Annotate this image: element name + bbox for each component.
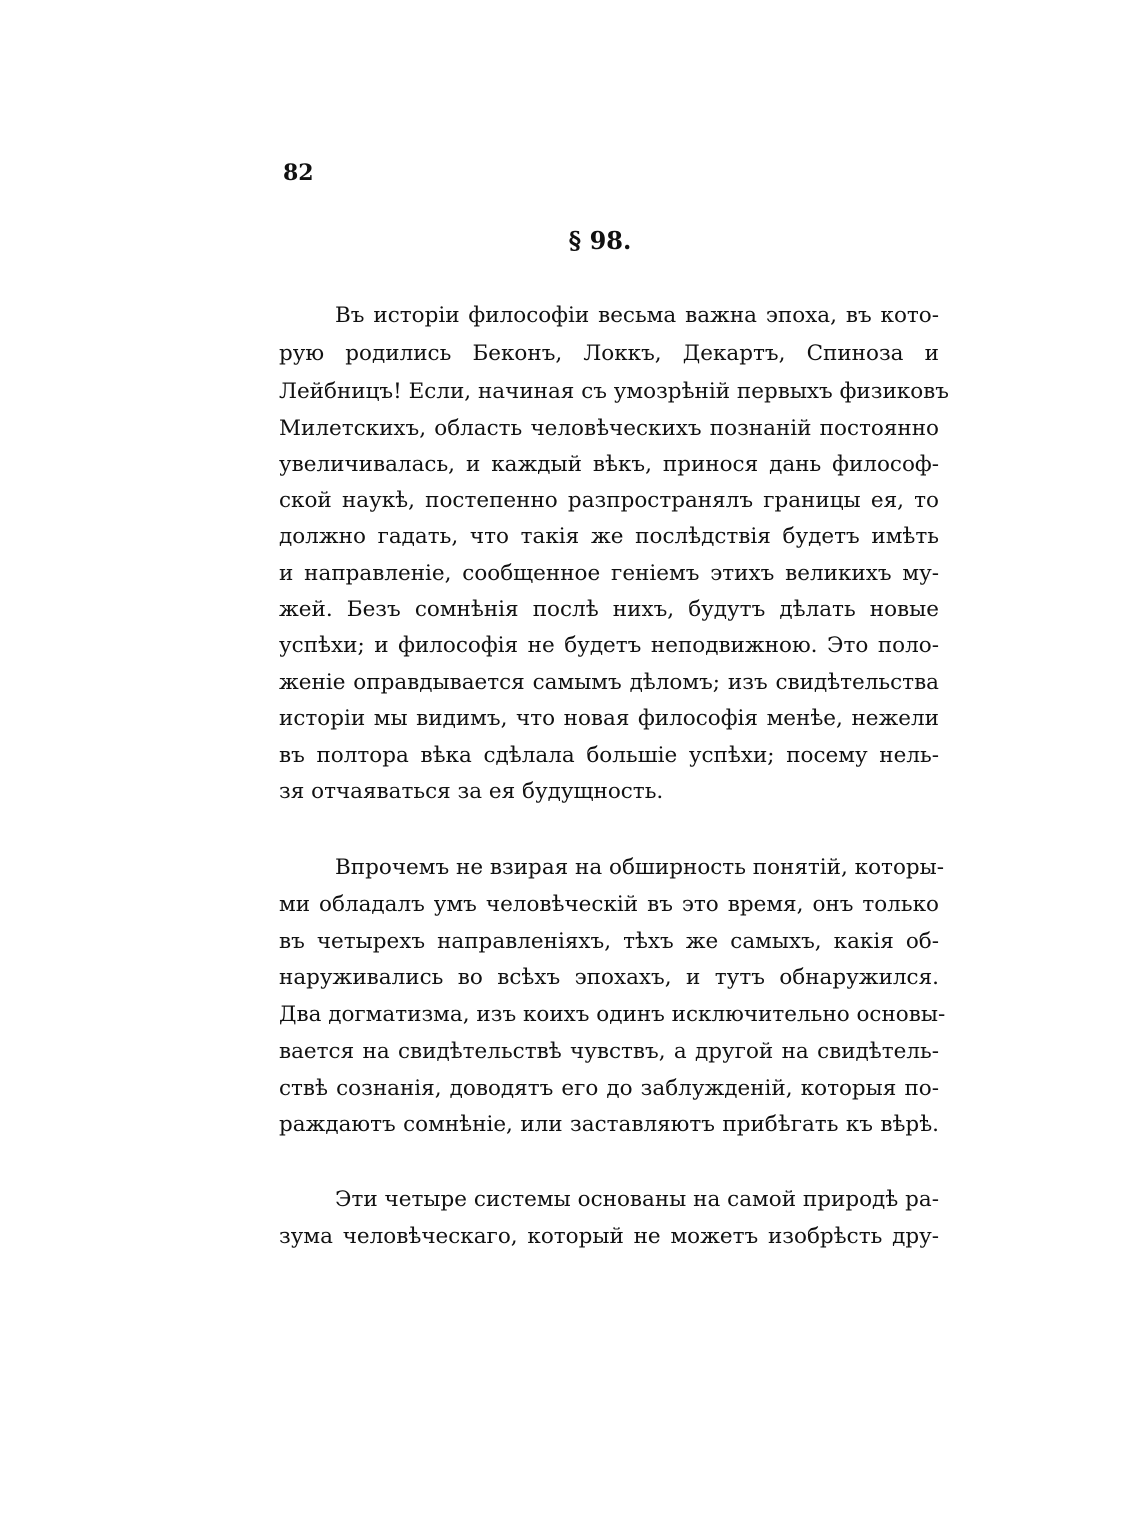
text-line: раждаютъ сомнѣніе, или заставляютъ прибѣгать къ вѣрѣ. — [279, 1112, 939, 1137]
text-line: ми обладалъ умъ человѣческій въ это время, онъ только — [279, 892, 939, 917]
page-number: 82 — [283, 160, 314, 186]
text-line: зя отчаяваться за ея будущность. — [279, 779, 664, 804]
text-line: увеличивалась, и каждый вѣкъ, принося дань философ- — [279, 452, 939, 477]
text-line: женіе оправдывается самымъ дѣломъ; изъ свидѣтельства — [279, 670, 939, 695]
text-line: должно гадать, что такія же послѣдствія будетъ имѣть — [279, 524, 939, 549]
text-line: Два догматизма, изъ коихъ одинъ исключительно основы- — [279, 1002, 946, 1027]
text-line: и направленіе, сообщенное геніемъ этихъ великихъ му- — [279, 561, 939, 586]
text-line: въ четырехъ направленіяхъ, тѣхъ же самыхъ, какія об- — [279, 929, 939, 954]
text-line: Милетскихъ, область человѣческихъ познаній постоянно — [279, 416, 939, 441]
text-line: Эти четыре системы основаны на самой природѣ ра- — [335, 1187, 939, 1212]
text-line: Впрочемъ не взирая на обширность понятій, которы- — [335, 855, 945, 880]
text-line: Въ исторіи философіи весьма важна эпоха, въ кото- — [335, 303, 939, 328]
text-line: жей. Безъ сомнѣнія послѣ нихъ, будутъ дѣлать новые — [279, 597, 939, 622]
text-line: зума человѣческаго, который не можетъ изобрѣсть дру- — [279, 1224, 939, 1249]
section-heading: § 98. — [568, 226, 632, 255]
text-line: ской наукѣ, постепенно разпространялъ границы ея, то — [279, 488, 939, 513]
text-line: наруживались во всѣхъ эпохахъ, и тутъ обнаружился. — [279, 965, 939, 990]
text-line: ствѣ сознанія, доводятъ его до заблужденій, которыя по- — [279, 1076, 939, 1101]
text-line: исторіи мы видимъ, что новая философія менѣе, нежели — [279, 706, 939, 731]
text-line: рую родились Беконъ, Локкъ, Декартъ, Спиноза и — [279, 341, 939, 366]
text-line: успѣхи; и философія не будетъ неподвижною. Это поло- — [279, 633, 939, 658]
text-line: вается на свидѣтельствѣ чувствъ, а другой на свидѣтель- — [279, 1039, 939, 1064]
text-line: въ полтора вѣка сдѣлала большіе успѣхи; посему нель- — [279, 743, 939, 768]
text-line: Лейбницъ! Если, начиная съ умозрѣній первыхъ физиковъ — [279, 379, 949, 404]
